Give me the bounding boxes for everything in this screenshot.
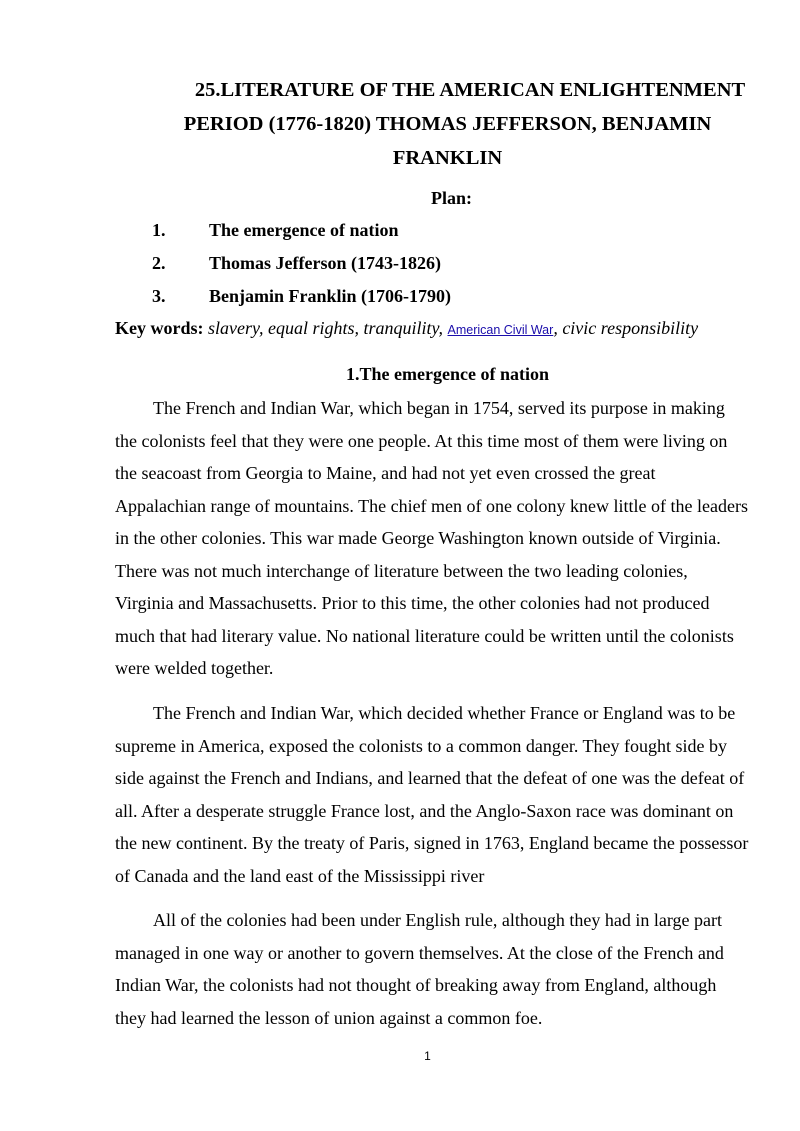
- plan-item-number: 1.: [152, 220, 166, 240]
- plan-item-text: The emergence of nation: [209, 220, 399, 240]
- plan-item: [152, 253, 441, 274]
- title-line-3: FRANKLIN: [392, 147, 503, 169]
- keywords-list: slavery, equal rights, tranquility,: [203, 318, 448, 338]
- body-paragraph: The French and Indian War, which decided whether France or England was to be supreme in America, exposed the colonists to a common danger. They fought side by side against the French and Indians, and learned that the defeat of one was the defeat of all. After a desperate struggle France lost, and the Anglo-Saxon race was dominant on the new continent. By the treaty of Paris, signed in 1763, England became the possessor of Canada and the land east of the Mississippi river: [115, 703, 749, 886]
- body-paragraph: All of the colonies had been under English rule, although they had in large part managed in one way or another to govern themselves. At the close of the French and Indian War, the colonists had not thought of breaking away from England, although they had learned the lesson of union against a common foe.: [115, 910, 724, 1028]
- plan-heading: Plan:: [430, 188, 472, 208]
- american-civil-war-link[interactable]: American Civil War: [447, 323, 554, 337]
- title-line-2: PERIOD (1776-1820) THOMAS JEFFERSON, BENJAMIN: [183, 113, 712, 135]
- keywords-line: [115, 318, 698, 339]
- title-line-1: 25.LITERATURE OF THE AMERICAN ENLIGHTENMENT: [194, 79, 746, 101]
- keywords-list-end: , civic responsibility: [553, 318, 699, 338]
- page-number: 1: [424, 1049, 431, 1063]
- plan-item: [152, 286, 451, 307]
- body-paragraph: The French and Indian War, which began in 1754, served its purpose in making the colonists feel that they were one people. At this time most of them were living on the seacoast from Georgia to Maine, and had not yet even crossed the great Appalachian range of mountains. The chief men of one colony knew little of the leaders in the other colonies. This war made George Washington known outside of Virginia. There was not much interchange of literature between the two leading colonies, Virginia and Massachusetts. Prior to this time, the other colonies had not produced much that had literary value. No national literature could be written until the colonists were welded together.: [115, 398, 748, 678]
- plan-item-number: 3.: [152, 286, 166, 306]
- plan-item: [152, 220, 398, 241]
- plan-item-number: 2.: [152, 253, 166, 273]
- document-title: [115, 73, 780, 175]
- section-heading: 1.The emergence of nation: [346, 364, 549, 384]
- plan-item-text: Thomas Jefferson (1743-1826): [209, 253, 441, 273]
- keywords-label: Key words:: [115, 318, 204, 338]
- plan-item-text: Benjamin Franklin (1706-1790): [209, 286, 452, 306]
